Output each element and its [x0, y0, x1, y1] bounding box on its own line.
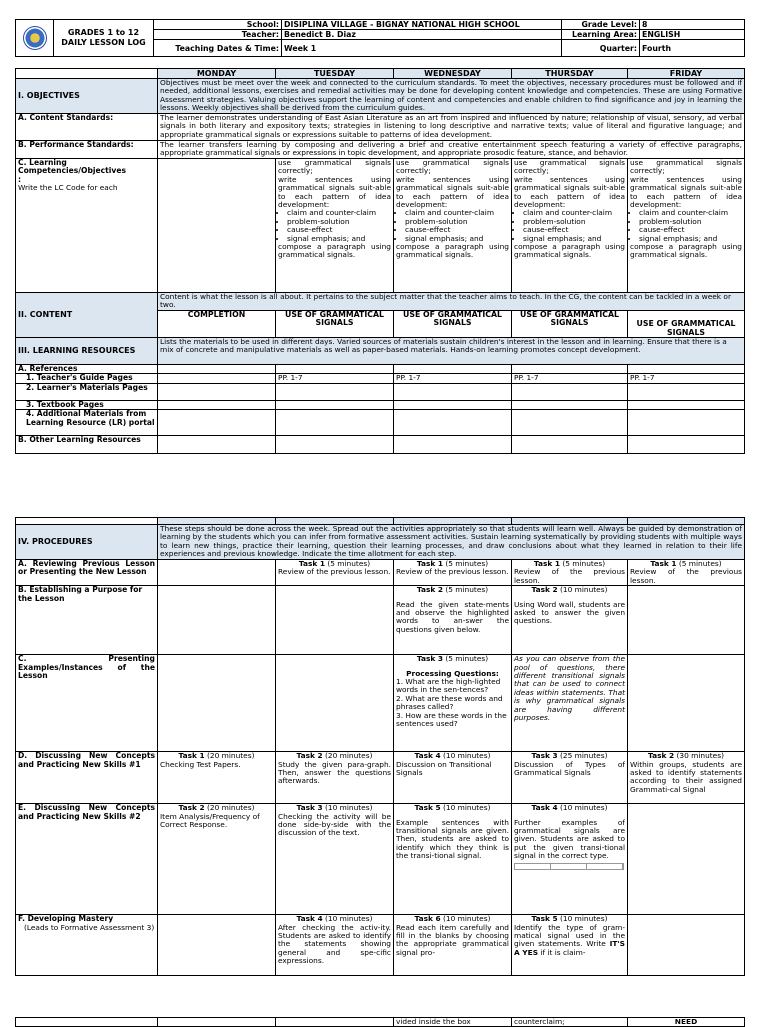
row-d: D. Discussing New Concepts and Practicing New Skills #1 Task 1 (20 minutes) Checking Test Papers. Task 2 (20 minutes) Study the given para-graph. Then, answer the questions afterwards. Task 4 (10 minutes) Discussion on Transitional Signals Task 3 (25 minutes) Discussion of Types of Grammatical Signals Task 2 (30 minutes) Within groups, students are asked to identify statements according to their assigned Grammati-cal Signal: [16, 752, 745, 804]
content-wednesday: USE OF GRAMMATICAL SIGNALS: [394, 311, 512, 338]
row-e-label: E. Discussing New Concepts and Practicing New Skills #2: [16, 804, 158, 915]
day-tuesday: TUESDAY: [276, 69, 394, 79]
competencies-row: [16, 159, 745, 293]
row-d-label: D. Discussing New Concepts and Practicing New Skills #1: [16, 752, 158, 804]
signal-type-mini-table: [514, 863, 624, 870]
competencies-thursday: use grammatical signals correctly; write sentences using grammatical signals suit-able to each pattern of idea development: • claim and counter-claim • problem-solution • cause-effect • signal emphasis; and compose a paragraph using grammatical signals.: [512, 159, 628, 293]
procedures-text: These steps should be done across the week. Spread out the activities appropriately so that students will learn well. Always be guided by demonstration of learning by the students which you can infer from formative assessment activities. Sustain learning systematically by providing students with multiple ways to learn new things, practice their learning, question their learning processes, and draw conclusions about what they learned in relation to their life experiences and previous knowledge. Indicate the time allotment for each step.: [158, 525, 745, 560]
procedures-row: [16, 525, 745, 560]
row-a: A. Reviewing Previous Lesson or Presenting the New Lesson Task 1 (5 minutes) Review of the previous lesson. Task 1 (5 minutes) Review of the previous lesson. Task 1 (5 minutes) Review of the previous lesson. Task 1 (5 minutes) Review of the previous lesson.: [16, 560, 745, 586]
tg-pages-thursday: PP. 1-7: [512, 374, 628, 383]
row-c-label: C. Presenting Examples/Instances of the Lesson: [16, 655, 158, 752]
competencies-wednesday: use grammatical signals correctly; write sentences using grammatical signals suit-able to each pattern of idea development: • claim and counter-claim • problem-solution • cause-effect • signal emphasis; and compose a paragraph using grammatical signals.: [394, 159, 512, 293]
learning-area-value: ENGLISH: [640, 30, 745, 40]
performance-standards-label: B. Performance Standards:: [16, 141, 158, 159]
objectives-row: [16, 79, 745, 114]
content-standards-label: A. Content Standards:: [16, 114, 158, 141]
row-a-label: A. Reviewing Previous Lesson or Presenting the New Lesson: [16, 560, 158, 586]
content-text: Content is what the lesson is all about. It pertains to the subject matter that the teacher aims to teach. In the CG, the content can be tackled in a week or two.: [158, 293, 745, 311]
day-friday: FRIDAY: [628, 69, 745, 79]
tg-pages-tuesday: PP. 1-7: [276, 374, 394, 383]
content-standards-text: The learner demonstrates understanding of East Asian Literature as an art from inspired and influenced by nature; relationship of visual, sensory, ad verbal signals in both literary and expository texts; strategies in listening to long descriptive and narrative texts; value of literal and figurative language; and appropriate grammatical signals or expressions suitable to patterns of idea development.: [158, 114, 745, 141]
tg-pages-friday: PP. 1-7: [628, 374, 745, 383]
textbook-label: 3. Textbook Pages: [16, 400, 158, 409]
competencies-colon: :: [18, 174, 22, 184]
competencies-monday: [158, 159, 276, 293]
competencies-title: C. Learning Competencies/Objectives: [18, 158, 127, 176]
header-table: [15, 19, 745, 57]
performance-standards-text: The learner transfers learning by composing and delivering a brief and creative entertainment speech featuring a variety of effective paragraphs, appropriate grammatical signals or expressions in topic development, and appropriate prosodic feature, stance, and behavior.: [158, 141, 745, 159]
content-label: II. CONTENT: [16, 293, 158, 338]
learners-materials-label: 2. Learner's Materials Pages: [16, 383, 158, 400]
content-standards-row: [16, 114, 745, 141]
content-friday: USE OF GRAMMATICAL SIGNALS: [628, 311, 745, 338]
lesson-table-top: [15, 68, 745, 454]
objectives-label: I. OBJECTIVES: [16, 79, 158, 114]
row-e: E. Discussing New Concepts and Practicing New Skills #2 Task 2 (20 minutes) Item Analysis/Frequency of Correct Response. Task 3 (10 minutes) Checking the activity will be done side-by-side with the discussion of the text. Task 5 (10 minutes) Example sentences with transitional signals are given. Then, students are asked to identify which they think is the transi-tional signal. Task 4 (10 minutes) Further examples of grammatical signals are given. Students are asked to put the given transi-tional signal in the correct type.: [16, 804, 745, 915]
title-line2: DAILY LESSON LOG: [61, 38, 146, 47]
dates-value: Week 1: [282, 40, 562, 57]
tg-pages-wednesday: PP. 1-7: [394, 374, 512, 383]
row-f-label: F. Developing Mastery (Leads to Formative Assessment 3): [16, 915, 158, 976]
row-b-label: B. Establishing a Purpose for the Lesson: [16, 586, 158, 655]
day-monday: MONDAY: [158, 69, 276, 79]
other-resources-label: B. Other Learning Resources: [16, 436, 158, 454]
day-wednesday: WEDNESDAY: [394, 69, 512, 79]
log-title: [54, 20, 154, 57]
competencies-label: [16, 159, 158, 293]
resources-label: III. LEARNING RESOURCES: [16, 338, 158, 365]
competencies-tuesday: use grammatical signals correctly; write sentences using grammatical signals suit-able to each pattern of idea development: • claim and counter-claim • problem-solution • cause-effect • signal emphasis; and compose a paragraph using grammatical signals.: [276, 159, 394, 293]
performance-standards-row: [16, 141, 745, 159]
title-line1: GRADES 1 to 12: [67, 28, 140, 37]
competencies-friday: use grammatical signals correctly; write sentences using grammatical signals suit-able to each pattern of idea development: • claim and counter-claim • problem-solution • cause-effect • signal emphasis; and compose a paragraph using grammatical signals.: [628, 159, 745, 293]
thursday-observation: As you can observe from the pool of questions, there different transitional signals that can be used to connect ideas within statements. That is why grammatical signals are having different purposes.: [512, 655, 628, 752]
objectives-text: Objectives must be meet over the week and connected to the curriculum standards. To meet the objectives, necessary procedures must be followed and if needed, additional lessons, exercises and remedial activities may be done for developing content knowledge and competencies. These are using Formative Assessment strategies. Valuing objectives support the learning of content and competencies and enable children to find significance and joy in learning the lessons. Weekly objectives shall be derived from the curriculum guides.: [158, 79, 745, 114]
school-value: DISIPLINA VILLAGE - BIGNAY NATIONAL HIGH SCHOOL: [282, 20, 562, 30]
procedures-label: IV. PROCEDURES: [16, 525, 158, 560]
row-b: B. Establishing a Purpose for the Lesson Task 2 (5 minutes) Read the given state-ments and observe the highlighted words to an-swer the questions given below. Task 2 (10 minutes) Using Word wall, students are asked to answer the given questions.: [16, 586, 745, 655]
lc-code-note: Write the LC Code for each: [18, 183, 118, 193]
next-page-sliver: vided inside the box counterclaim; NEED: [15, 1017, 745, 1027]
day-header-row: [16, 69, 745, 79]
resources-text: Lists the materials to be used in different days. Varied sources of materials sustain children's interest in the lesson and in learning. Ensure that there is a mix of concrete and manipulative materials as well as paper-based materials. Hands-on learning promotes concept development.: [158, 338, 745, 365]
deped-seal-icon: [23, 26, 47, 50]
quarter-value: Fourth: [640, 40, 745, 57]
deped-seal: [16, 20, 54, 57]
teacher-value: Benedict B. Diaz: [282, 30, 562, 40]
grade-value: 8: [640, 20, 745, 30]
quarter-label: Quarter:: [562, 40, 640, 57]
teachers-guide-label: 1. Teacher's Guide Pages: [16, 374, 158, 383]
grade-label: Grade Level:: [562, 20, 640, 30]
content-tuesday: USE OF GRAMMATICAL SIGNALS: [276, 311, 394, 338]
row-f: F. Developing Mastery (Leads to Formative Assessment 3) Task 4 (10 minutes) After checking the activ-ity. Students are asked to identify the statements showing general and spe-cific expressions. Task 6 (10 minutes) Read each item carefully and fill in the blanks by choosing the appropriate grammatical signal pro- Task 5 (10 minutes) Identify the type of gram-matical signal used in the given statements. Write IT'S A YES if it is claim-: [16, 915, 745, 976]
day-thursday: THURSDAY: [512, 69, 628, 79]
learning-area-label: Learning Area:: [562, 30, 640, 40]
lesson-table-procedures: [15, 517, 745, 976]
content-thursday: USE OF GRAMMATICAL SIGNALS: [512, 311, 628, 338]
row-c: C. Presenting Examples/Instances of the Lesson Task 3 (5 minutes) Processing Questions: 1. What are the high-lighted words in the sen-tences? 2. What are these words and phrases called? 3. How are these words in the sentences used? As you can observe from the pool of questions, there different transitional signals that can be used to connect ideas within statements. That is why grammatical signals are having different purposes.: [16, 655, 745, 752]
dates-label: Teaching Dates & Time:: [154, 40, 282, 57]
school-label: School:: [154, 20, 282, 30]
additional-materials-label: 4. Additional Materials from Learning Resource (LR) portal: [16, 410, 158, 436]
content-monday: COMPLETION: [158, 311, 276, 338]
resources-row: [16, 338, 745, 365]
references-label: A. References: [16, 365, 158, 374]
content-row: [16, 293, 745, 311]
teacher-label: Teacher:: [154, 30, 282, 40]
